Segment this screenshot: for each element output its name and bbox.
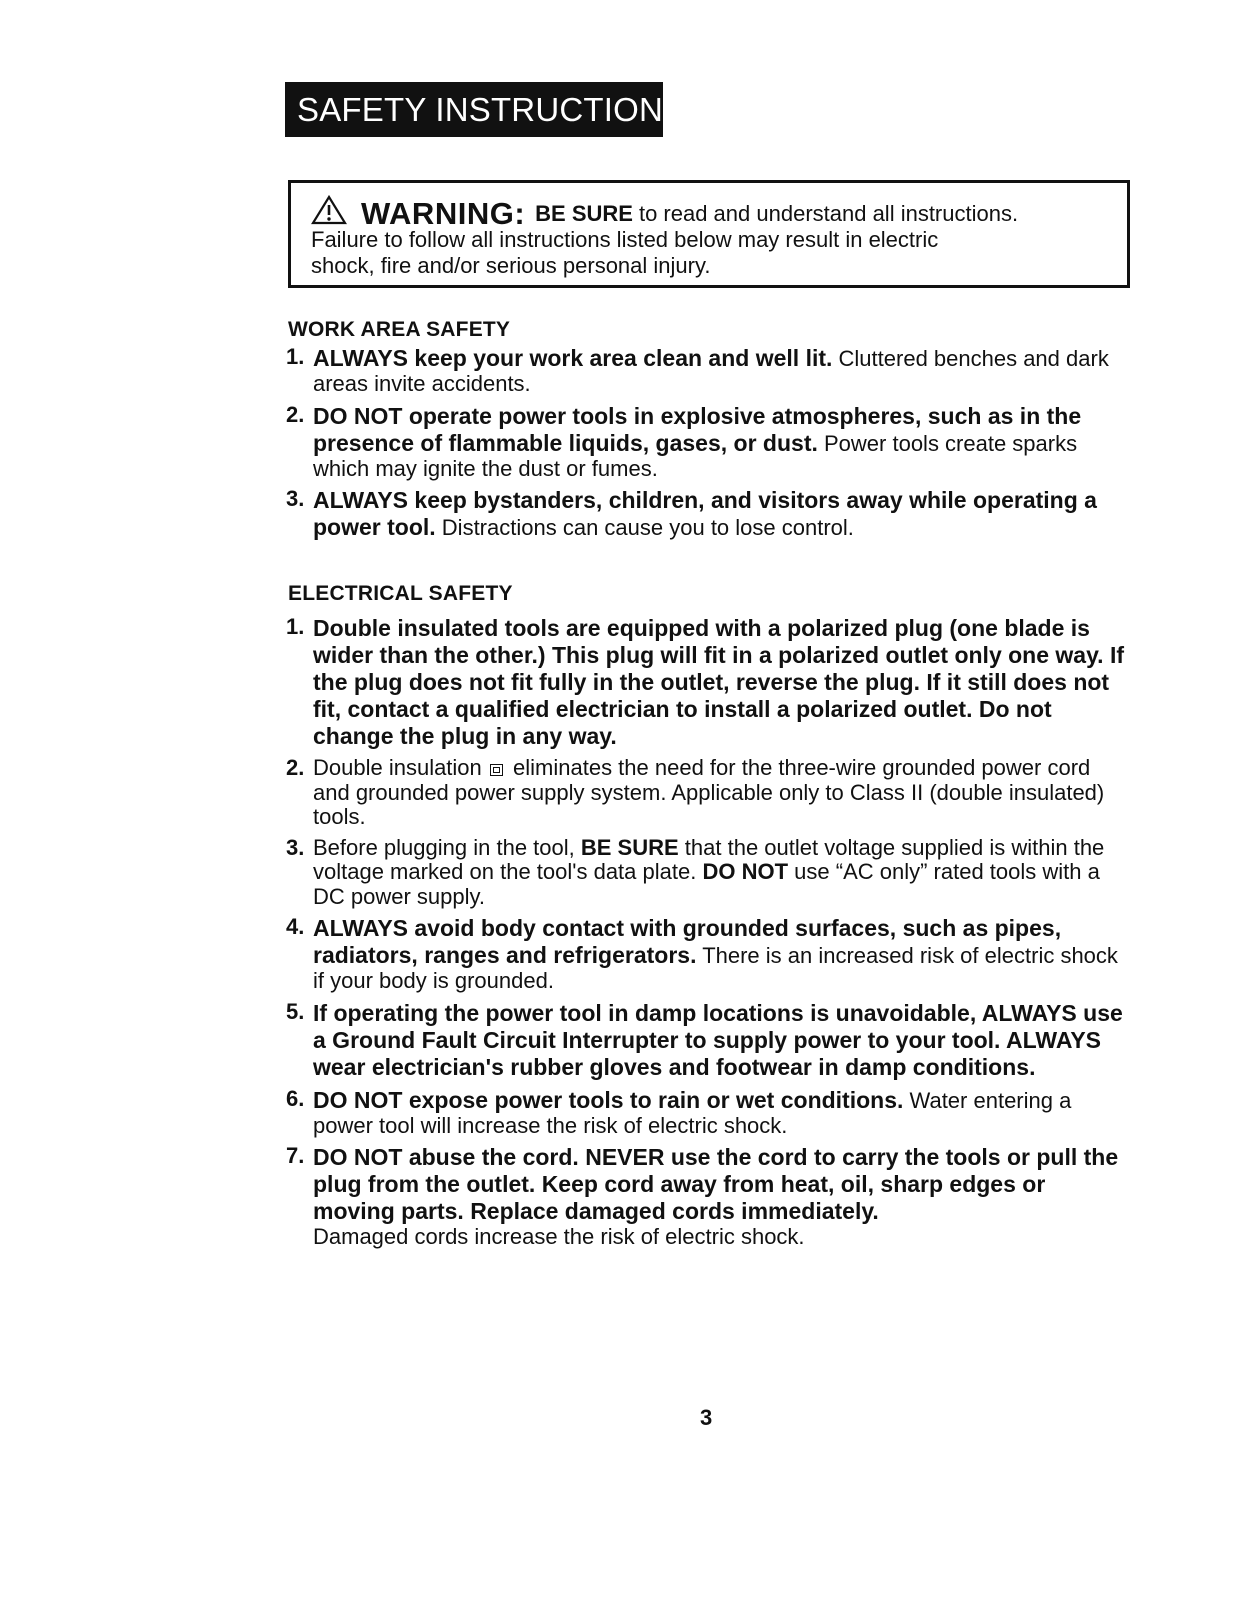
- list-item: [286, 1144, 1126, 1250]
- item-text: ALWAYS keep bystanders, children, and visitors away while operating a power tool. Distractions can cause you to lose control.: [313, 487, 1097, 540]
- work-area-heading: WORK AREA SAFETY: [288, 318, 511, 341]
- work-area-list: [286, 345, 1126, 547]
- double-insulation-icon: [490, 764, 503, 776]
- item-number: 7.: [286, 1143, 305, 1168]
- list-item: [286, 615, 1126, 750]
- item-number: 1.: [286, 614, 305, 639]
- warning-text-1: to read and understand all instructions.: [638, 201, 1019, 226]
- warning-text-3: shock, fire and/or serious personal injury.: [311, 253, 711, 278]
- list-item: [286, 345, 1126, 397]
- item-text: Before plugging in the tool, BE SURE that the outlet voltage supplied is within the voltage marked on the tool's data plate. DO NOT use “AC only” rated tools with a DC power supply.: [313, 834, 1105, 909]
- page-title: SAFETY INSTRUCTIONS: [285, 82, 663, 137]
- item-text: DO NOT abuse the cord. NEVER use the cord to carry the tools or pull the plug from the outlet. Keep cord away from heat, oil, sharp edges or moving parts. Replace damaged cords immediately. Damaged cords increase the risk of electric shock.: [313, 1144, 1119, 1249]
- list-item: [286, 915, 1126, 994]
- list-item: [286, 487, 1126, 541]
- electrical-list: [286, 615, 1126, 1256]
- item-number: 3.: [286, 486, 305, 511]
- warning-line-1: [311, 195, 1111, 231]
- item-text: Double insulated tools are equipped with a polarized plug (one blade is wider than the other.) This plug will fit in a polarized outlet only one way. If the plug does not fit fully in the outlet, reverse the plug. If it still does not fit, contact a qualified electrician to install a polarized outlet. Do not change the plug in any way.: [313, 615, 1125, 749]
- item-number: 1.: [286, 344, 305, 369]
- warning-text-2: Failure to follow all instructions listed below may result in electric: [311, 227, 939, 252]
- item-text: DO NOT expose power tools to rain or wet conditions. Water entering a power tool will increase the risk of electric shock.: [313, 1086, 1072, 1138]
- item-number: 6.: [286, 1085, 305, 1111]
- warning-be-sure: BE SURE: [535, 201, 633, 226]
- list-item: [286, 836, 1126, 910]
- item-text: ALWAYS avoid body contact with grounded surfaces, such as pipes, radiators, ranges and refrigerators. There is an increased risk of electric shock if your body is grounded.: [313, 915, 1118, 993]
- warning-label: WARNING:: [361, 196, 526, 231]
- item-text: ALWAYS keep your work area clean and well lit. Cluttered benches and dark areas invite accidents.: [313, 345, 1109, 396]
- electrical-heading: ELECTRICAL SAFETY: [288, 582, 513, 605]
- list-item: [286, 403, 1126, 482]
- item-number: 3.: [286, 834, 305, 860]
- page-number: 3: [700, 1405, 713, 1430]
- warning-box: [288, 180, 1130, 288]
- item-text: DO NOT operate power tools in explosive atmospheres, such as in the presence of flammable liquids, gases, or dust. Power tools create sparks which may ignite the dust or fumes.: [313, 402, 1082, 481]
- list-item: [286, 1087, 1126, 1139]
- item-number: 5.: [286, 998, 305, 1024]
- item-text: If operating the power tool in damp locations is unavoidable, ALWAYS use a Ground Fault Circuit Interrupter to supply power to your tool. ALWAYS wear electrician's rubber gloves and footwear in damp conditions.: [313, 999, 1123, 1080]
- item-number: 2.: [286, 755, 305, 780]
- list-item: [286, 1000, 1126, 1081]
- warning-triangle-icon: [311, 195, 347, 225]
- list-item: [286, 756, 1126, 830]
- item-number: 4.: [286, 914, 305, 939]
- item-text: Double insulation eliminates the need for the three-wire grounded power cord and grounded power supply system. Applicable only to Class II (double insulated) tools.: [313, 755, 1105, 829]
- item-number: 2.: [286, 401, 305, 427]
